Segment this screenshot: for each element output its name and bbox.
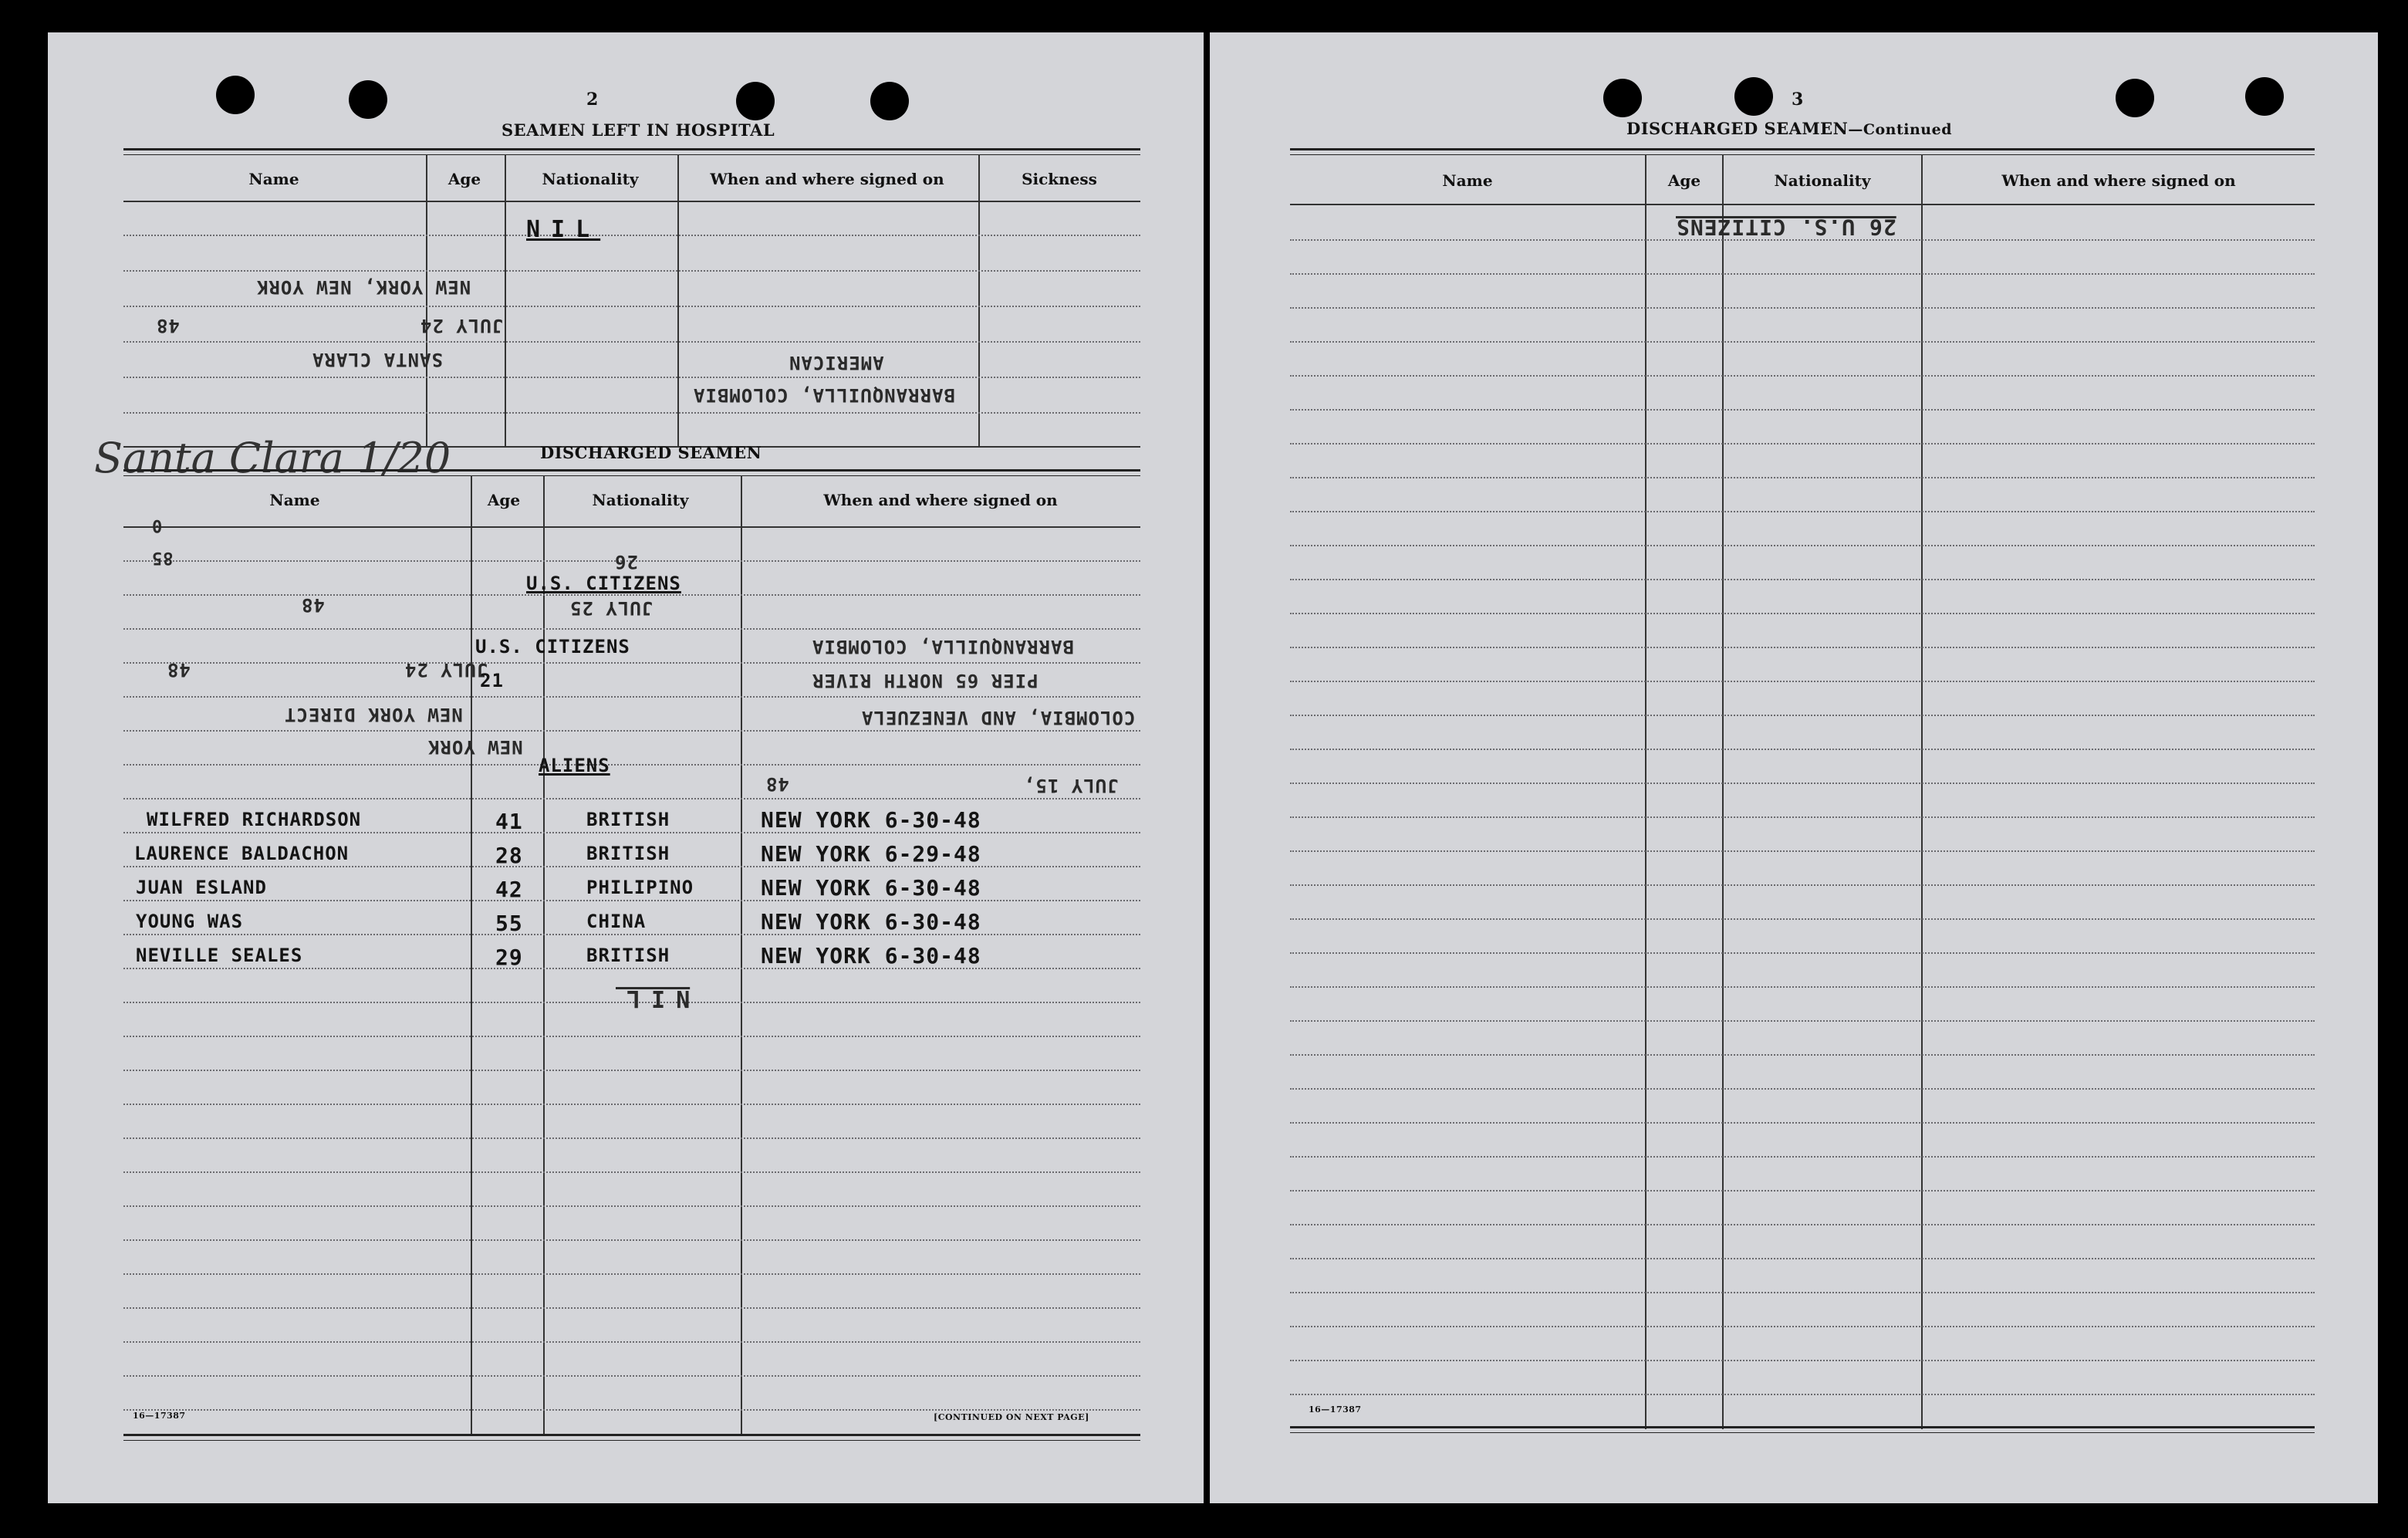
ruled-line xyxy=(1290,647,2315,648)
ruled-line xyxy=(1290,511,2315,512)
bleed-text: PIER 65 NORTH RIVER xyxy=(812,670,1039,691)
col-header-sickness: Sickness xyxy=(1022,170,1097,188)
seaman-age: 29 xyxy=(495,945,523,970)
ruled-line xyxy=(1290,1020,2315,1022)
seaman-name: NEVILLE SEALES xyxy=(136,945,303,966)
bleed-text: 21 xyxy=(480,670,504,691)
bleed-text: 48 xyxy=(765,773,789,795)
discharged-section-title: DISCHARGED SEAMEN xyxy=(540,443,762,462)
ruled-line xyxy=(123,412,1140,414)
ruled-line xyxy=(1290,1156,2315,1158)
column-divider xyxy=(978,154,980,446)
page-number: 3 xyxy=(1792,90,1804,110)
continued-note: [CONTINUED ON NEXT PAGE] xyxy=(934,1412,1089,1422)
column-divider xyxy=(543,475,545,1435)
ruled-line xyxy=(1290,1122,2315,1124)
col-header-name: Name xyxy=(248,170,299,188)
ruled-line xyxy=(123,730,1140,732)
col-header-age: Age xyxy=(487,491,521,509)
bleed-text: 85 xyxy=(151,548,174,567)
bleed-text: NEW YORK, NEW YORK xyxy=(256,276,471,298)
column-divider xyxy=(1722,154,1724,1429)
bleed-text: JULY 25 xyxy=(569,597,654,619)
nil-stamp: NIL xyxy=(616,985,691,1012)
bleed-text: U.S. CITIZENS xyxy=(475,636,630,657)
col-header-signed-on: When and where signed on xyxy=(710,170,944,188)
seaman-signed-on: NEW YORK 6-29-48 xyxy=(761,841,981,867)
form-number: 16—17387 xyxy=(1309,1404,1362,1415)
ruled-line xyxy=(123,1409,1140,1411)
ruled-line xyxy=(123,1070,1140,1071)
ruled-line xyxy=(1290,239,2315,241)
ruled-line xyxy=(123,377,1140,378)
ruled-line xyxy=(1290,1224,2315,1225)
ruled-line xyxy=(123,934,1140,935)
seaman-name: LAURENCE BALDACHON xyxy=(134,843,350,864)
page-number: 2 xyxy=(586,90,599,110)
ruled-line xyxy=(1290,341,2315,343)
hospital-section-title: SEAMEN LEFT IN HOSPITAL xyxy=(502,120,775,140)
bleed-text: JULY 15, xyxy=(1023,775,1119,796)
col-header-nationality: Nationality xyxy=(592,491,689,509)
col-header-nationality: Nationality xyxy=(542,170,639,188)
bleed-text: 26 xyxy=(614,551,638,573)
ruled-line xyxy=(1290,477,2315,478)
seaman-nationality: BRITISH xyxy=(586,945,670,966)
ruled-line xyxy=(123,270,1140,272)
column-divider xyxy=(426,154,427,446)
ruled-line xyxy=(123,866,1140,867)
table-top-rule xyxy=(123,469,1140,476)
ruled-line xyxy=(1290,816,2315,818)
column-divider xyxy=(1921,154,1923,1429)
ruled-line xyxy=(1290,1088,2315,1090)
bleed-text: BARRANQUILLA, COLOMBIA xyxy=(693,384,955,406)
col-header-age: Age xyxy=(447,170,481,188)
ruled-line xyxy=(1290,850,2315,852)
seaman-age: 55 xyxy=(495,911,523,936)
punch-hole xyxy=(1603,79,1642,117)
bleed-text: SANTA CLARA xyxy=(312,349,443,370)
ruled-line xyxy=(1290,545,2315,546)
bleed-text: BARRANQUILLA, COLOMBIA xyxy=(812,636,1074,657)
bleed-text: ALIENS xyxy=(539,755,610,776)
right-page xyxy=(1210,32,2378,1503)
table-bottom-rule xyxy=(123,1434,1140,1441)
ruled-line xyxy=(123,1273,1140,1275)
seaman-age: 42 xyxy=(495,877,523,902)
header-rule xyxy=(123,201,1140,202)
ruled-line xyxy=(123,594,1140,596)
ruled-line xyxy=(123,900,1140,901)
bleed-text: 48 xyxy=(156,315,180,336)
seaman-signed-on: NEW YORK 6-30-48 xyxy=(761,909,981,935)
ruled-line xyxy=(123,696,1140,698)
nil-stamp: NIL xyxy=(526,216,601,243)
bleed-text: JULY 24 xyxy=(420,315,504,336)
seaman-nationality: BRITISH xyxy=(586,809,670,830)
ruled-line xyxy=(1290,783,2315,784)
ruled-line xyxy=(123,798,1140,799)
ruled-line xyxy=(123,968,1140,969)
left-page xyxy=(48,32,1204,1503)
col-header-age: Age xyxy=(1667,171,1701,190)
ruled-line xyxy=(1290,1258,2315,1259)
ruled-line xyxy=(1290,749,2315,750)
seaman-age: 41 xyxy=(495,809,523,834)
punch-hole xyxy=(1734,77,1773,116)
seaman-signed-on: NEW YORK 6-30-48 xyxy=(761,807,981,833)
ruled-line xyxy=(1290,443,2315,444)
column-divider xyxy=(1645,154,1646,1429)
seaman-nationality: PHILIPINO xyxy=(586,877,694,898)
col-header-signed-on: When and where signed on xyxy=(823,491,1058,509)
punch-hole xyxy=(2116,79,2154,117)
ruled-line xyxy=(123,1307,1140,1309)
seaman-signed-on: NEW YORK 6-30-48 xyxy=(761,943,981,968)
punch-hole xyxy=(216,76,255,114)
ruled-line xyxy=(1290,375,2315,377)
ruled-line xyxy=(1290,613,2315,614)
seaman-name: JUAN ESLAND xyxy=(136,877,267,898)
ruled-line xyxy=(123,235,1140,236)
col-header-signed-on: When and where signed on xyxy=(2001,171,2236,190)
bleed-text: 26 U.S. CITIZENS xyxy=(1676,215,1896,240)
ruled-line xyxy=(123,662,1140,664)
bleed-text: U.S. CITIZENS xyxy=(526,573,681,594)
ruled-line xyxy=(1290,409,2315,411)
form-number: 16—17387 xyxy=(133,1411,186,1421)
ruled-line xyxy=(1290,1190,2315,1192)
ruled-line xyxy=(123,1171,1140,1173)
ruled-line xyxy=(123,1375,1140,1377)
bleed-text: COLOMBIA, AND VENEZUELA xyxy=(861,707,1136,728)
ruled-line xyxy=(1290,884,2315,886)
table-top-rule xyxy=(123,148,1140,155)
page-title: DISCHARGED SEAMEN—Continued xyxy=(1626,119,1952,138)
ruled-line xyxy=(123,1104,1140,1105)
header-rule xyxy=(1290,204,2315,205)
column-divider xyxy=(677,154,679,446)
bleed-text: NEW YORK DIRECT xyxy=(284,704,463,725)
ruled-line xyxy=(1290,1360,2315,1361)
ruled-line xyxy=(123,1137,1140,1139)
bleed-text: 48 xyxy=(167,659,191,681)
seaman-name: WILFRED RICHARDSON xyxy=(147,809,362,830)
ruled-line xyxy=(123,764,1140,766)
bleed-text: 0 xyxy=(151,515,163,535)
ruled-line xyxy=(123,1239,1140,1241)
ruled-line xyxy=(1290,1054,2315,1056)
table-top-rule xyxy=(1290,148,2315,155)
handwritten-note: Santa Clara 1/20 xyxy=(94,434,451,482)
ruled-line xyxy=(1290,579,2315,580)
column-divider xyxy=(471,475,472,1435)
ruled-line xyxy=(1290,273,2315,275)
ruled-line xyxy=(123,341,1140,343)
ruled-line xyxy=(1290,986,2315,988)
ruled-line xyxy=(1290,918,2315,920)
ruled-line xyxy=(1290,1394,2315,1395)
ruled-line xyxy=(123,1205,1140,1207)
col-header-name: Name xyxy=(1442,171,1493,190)
column-divider xyxy=(741,475,742,1435)
ruled-line xyxy=(123,306,1140,307)
punch-hole xyxy=(349,80,387,119)
bleed-text: JULY 24 xyxy=(404,659,488,681)
ruled-line xyxy=(1290,307,2315,309)
bleed-text: 48 xyxy=(301,594,325,616)
header-rule xyxy=(123,526,1140,528)
seaman-name: YOUNG WAS xyxy=(136,911,244,932)
table-bottom-rule xyxy=(1290,1426,2315,1433)
ruled-line xyxy=(1290,952,2315,954)
punch-hole xyxy=(736,82,775,120)
column-divider xyxy=(505,154,506,446)
col-header-nationality: Nationality xyxy=(1774,171,1871,190)
ruled-line xyxy=(123,628,1140,630)
ruled-line xyxy=(1290,1292,2315,1293)
col-header-name: Name xyxy=(269,491,320,509)
ruled-line xyxy=(1290,681,2315,682)
bleed-text: NEW YORK xyxy=(427,736,523,758)
seaman-age: 28 xyxy=(495,843,523,868)
ruled-line xyxy=(1290,1326,2315,1327)
seaman-nationality: CHINA xyxy=(586,911,647,932)
punch-hole xyxy=(870,82,909,120)
punch-hole xyxy=(2245,77,2284,116)
ruled-line xyxy=(123,832,1140,833)
seaman-signed-on: NEW YORK 6-30-48 xyxy=(761,875,981,901)
seaman-nationality: BRITISH xyxy=(586,843,670,864)
bleed-text: AMERICAN xyxy=(789,352,884,374)
ruled-line xyxy=(1290,715,2315,716)
ruled-line xyxy=(123,1341,1140,1343)
ruled-line xyxy=(123,1036,1140,1037)
